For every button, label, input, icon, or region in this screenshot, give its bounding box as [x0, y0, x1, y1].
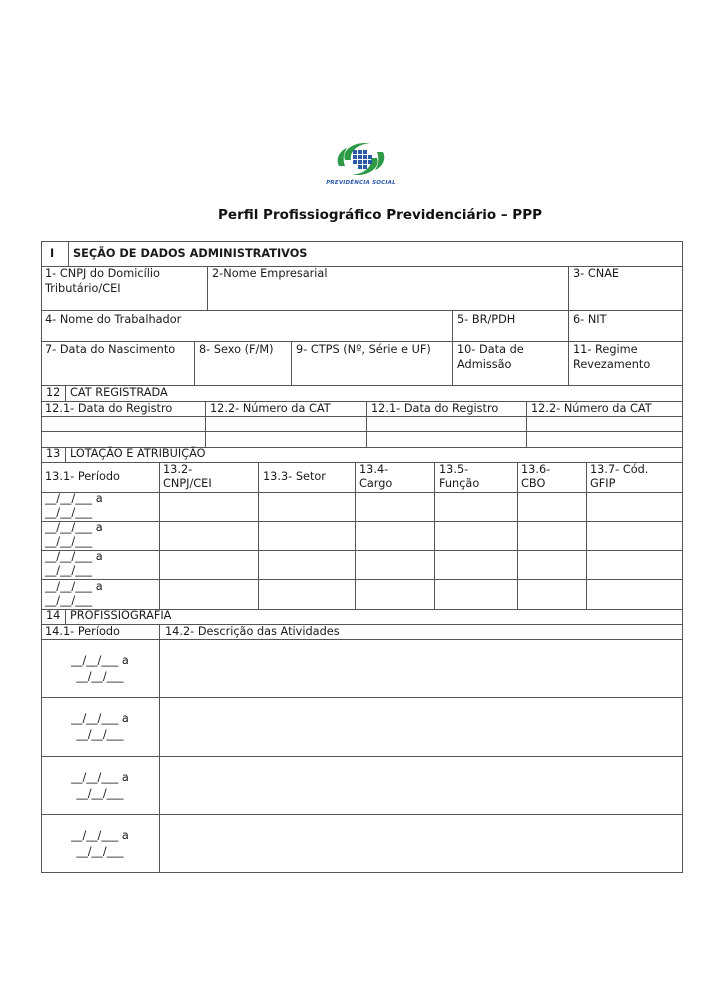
column-header: 12.1- Data do Registro	[45, 402, 173, 415]
ppp-form	[41, 241, 683, 873]
column-header: 12.1- Data do Registro	[371, 402, 499, 415]
field-label-data-admissao-cont: Admissão	[457, 358, 512, 371]
field-label-nit: 6- NIT	[573, 313, 607, 326]
column-header-setor: 13.3- Setor	[263, 470, 326, 483]
section-title: PROFISSIOGRAFIA	[70, 609, 172, 622]
previdencia-social-logo	[315, 138, 407, 190]
section-number: I	[50, 247, 55, 260]
field-label-regime-cont: Revezamento	[573, 358, 651, 371]
period-placeholder: __/__/___ a	[71, 654, 129, 667]
column-header-gfip: 13.7- Cód.	[590, 463, 649, 476]
column-header-gfip-cont: GFIP	[590, 477, 616, 490]
period-placeholder: __/__/___	[76, 845, 124, 858]
section-title: SEÇÃO DE DADOS ADMINISTRATIVOS	[73, 247, 308, 260]
field-label-cnae: 3- CNAE	[573, 267, 620, 280]
column-header-descricao: 14.2- Descrição das Atividades	[165, 625, 340, 638]
period-placeholder: __/__/___	[76, 670, 124, 683]
column-header-cnpj: 13.2-	[163, 463, 193, 476]
column-header-funcao: 13.5-	[439, 463, 469, 476]
column-header-periodo: 14.1- Período	[45, 625, 120, 638]
field-label-ctps: 9- CTPS (Nº, Série e UF)	[296, 343, 431, 356]
period-placeholder: __/__/___ a	[45, 580, 103, 593]
field-label-nome-trabalhador: 4- Nome do Trabalhador	[45, 313, 182, 326]
logo-text: PREVIDÊNCIA SOCIAL	[326, 180, 396, 186]
section-number: 13	[46, 447, 61, 460]
column-header-funcao-cont: Função	[439, 477, 480, 490]
section-number: 14	[46, 609, 61, 622]
column-header-periodo: 13.1- Período	[45, 470, 120, 483]
period-placeholder: __/__/___ a	[71, 829, 129, 842]
period-placeholder: __/__/___ a	[45, 492, 103, 505]
period-placeholder: __/__/___ a	[45, 550, 103, 563]
column-header-cbo: 13.6-	[521, 463, 551, 476]
field-label-nome-empresarial: 2-Nome Empresarial	[212, 267, 328, 280]
period-placeholder: __/__/___ a	[45, 521, 103, 534]
column-header-cargo-cont: Cargo	[359, 477, 393, 490]
field-label-cnpj: 1- CNPJ do Domicílio	[45, 267, 160, 280]
period-placeholder: __/__/___ a	[71, 712, 129, 725]
period-placeholder: __/__/___	[76, 728, 124, 741]
column-header-cargo: 13.4-	[359, 463, 389, 476]
period-placeholder: __/__/___	[45, 594, 93, 607]
field-label-regime: 11- Regime	[573, 343, 638, 356]
field-label-cnpj-cont: Tributário/CEI	[45, 282, 121, 295]
column-header: 12.2- Número da CAT	[531, 402, 652, 415]
field-label-br-pdh: 5- BR/PDH	[457, 313, 516, 326]
field-label-sexo: 8- Sexo (F/M)	[199, 343, 274, 356]
period-placeholder: __/__/___	[45, 564, 93, 577]
period-placeholder: __/__/___	[76, 787, 124, 800]
section-title: LOTAÇÃO E ATRIBUIÇÃO	[70, 447, 206, 460]
period-placeholder: __/__/___ a	[71, 771, 129, 784]
column-header-cbo-cont: CBO	[521, 477, 546, 490]
period-placeholder: __/__/___	[45, 535, 93, 548]
column-header: 12.2- Número da CAT	[210, 402, 331, 415]
period-placeholder: __/__/___	[45, 506, 93, 519]
section-number: 12	[46, 386, 61, 399]
field-label-data-admissao: 10- Data de	[457, 343, 524, 356]
field-label-data-nascimento: 7- Data do Nascimento	[45, 343, 176, 356]
section-title: CAT REGISTRADA	[70, 386, 168, 399]
page-title: Perfil Profissiográfico Previdenciário – PPP	[218, 207, 542, 223]
column-header-cnpj-cont: CNPJ/CEI	[163, 477, 212, 490]
